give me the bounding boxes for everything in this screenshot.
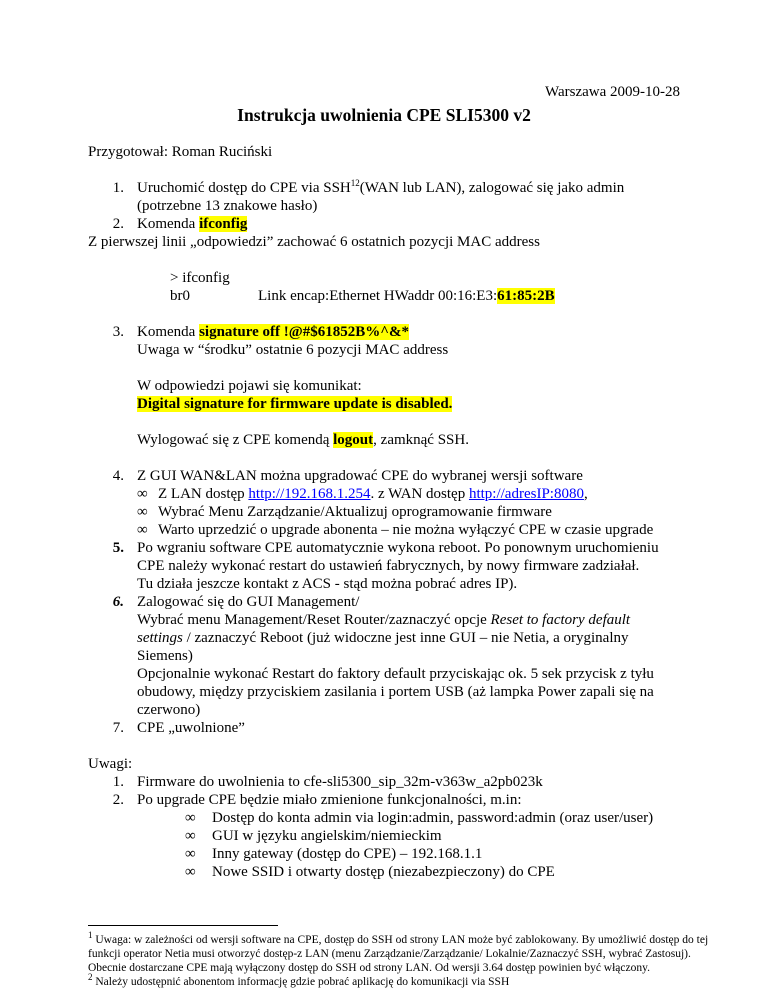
- mac-suffix: 61:85:2B: [497, 288, 555, 304]
- note-1-number: 1.: [112, 774, 124, 790]
- step-5-number: 5.: [112, 540, 124, 556]
- response-message: [137, 395, 452, 413]
- lan-access-text: Z LAN dostęp: [158, 486, 249, 502]
- step-2-number: 2.: [112, 216, 124, 232]
- code-br0: br0: [170, 288, 190, 304]
- infinity-bullet-icon: ∞: [137, 522, 148, 538]
- signature-command: signature off !@#$61852B%^&*: [199, 324, 409, 340]
- footnote-1-mark: 1: [88, 930, 93, 941]
- step-5-line3: Tu działa jeszcze kontakt z ACS - stąd można pobrać adres IP).: [137, 576, 518, 592]
- step-7-number: 7.: [112, 720, 124, 736]
- reset-factory-option: Reset to factory default: [490, 612, 631, 628]
- step-2-text: [137, 215, 247, 233]
- step-4-bullet-1: [158, 485, 588, 503]
- step-7-text: CPE „uwolnione”: [137, 720, 245, 736]
- step-2-label: Komenda: [137, 216, 200, 232]
- infinity-bullet-icon: ∞: [185, 846, 196, 862]
- footnote-2-mark: 2: [88, 972, 93, 983]
- step-4-bullet-3: Warto uprzedzić o upgrade abonenta – nie można wyłączyć CPE w czasie upgrade: [158, 522, 654, 538]
- step-6-line6: obudowy, między przyciskiem zasilania i portem USB (aż lampka Power zapali się na: [137, 684, 654, 700]
- step-6-line7: czerwono): [137, 702, 201, 718]
- ifconfig-command: ifconfig: [199, 216, 248, 232]
- settings-word: settings: [137, 630, 183, 646]
- logout-text-b: , zamknąć SSH.: [373, 432, 469, 448]
- step-6-line4: Siemens): [137, 648, 193, 664]
- step-1-text-a: Uruchomić dostęp do CPE via SSH: [137, 180, 351, 196]
- step-6-number: 6.: [112, 594, 124, 610]
- note-2-text: Po upgrade CPE będzie miało zmienione funkcjonalności, m.in:: [137, 792, 522, 808]
- step-1-line2: (potrzebne 13 znakowe hasło): [137, 198, 318, 214]
- note-2-bullet-3: Inny gateway (dostęp do CPE) – 192.168.1.1: [212, 846, 483, 862]
- wan-access-link[interactable]: http://adresIP:8080: [468, 486, 584, 502]
- step-3-text: [137, 323, 409, 341]
- logout-line: [137, 431, 469, 449]
- footnote-1: [88, 930, 728, 975]
- logout-command: logout: [333, 432, 374, 448]
- document-date: Warszawa 2009-10-28: [545, 84, 680, 100]
- comma: ,: [583, 486, 588, 502]
- step-6-line2-text: Wybrać menu Management/Reset Router/zaznaczyć opcje: [137, 612, 491, 628]
- footnote-separator: [88, 925, 278, 926]
- code-hwaddr: Link encap:Ethernet HWaddr 00:16:E3:: [258, 288, 498, 304]
- note-2-bullet-4: Nowe SSID i otwarty dostęp (niezabezpieczony) do CPE: [212, 864, 555, 880]
- note-2-bullet-1: Dostęp do konta admin via login:admin, password:admin (oraz user/user): [212, 810, 654, 826]
- code-ifconfig: > ifconfig: [170, 270, 230, 286]
- lan-access-link[interactable]: http://192.168.1.254: [248, 486, 371, 502]
- infinity-bullet-icon: ∞: [185, 810, 196, 826]
- document-title: Instrukcja uwolnienia CPE SLI5300 v2: [237, 105, 531, 125]
- step-6-line1: Zalogować się do GUI Management/: [137, 594, 360, 610]
- logout-text-a: Wylogować się z CPE komendą: [137, 432, 334, 448]
- note-2-number: 2.: [112, 792, 124, 808]
- step-3-number: 3.: [112, 324, 124, 340]
- step-4-bullet-2: Wybrać Menu Zarządzanie/Aktualizuj oprogramowanie firmware: [158, 504, 552, 520]
- step-6-line3-text: / zaznaczyć Reboot (już widoczne jest inne GUI – nie Netia, a oryginalny: [182, 630, 629, 646]
- response-message-text: Digital signature for firmware update is disabled.: [137, 396, 453, 412]
- step-1-number: 1.: [112, 180, 124, 196]
- note-2-bullet-2: GUI w języku angielskim/niemieckim: [212, 828, 442, 844]
- footnote-1-text: Uwaga: w zależności od wersji software na CPE, dostęp do SSH od strony LAN może być zablokowany. By umożliwić dostęp do tej funkcji operator Netia musi otworzyć dostęp-z LAN (menu Zarządzanie/Zarządzanie/ Lokalnie/Zaznaczyć SSH, wybrać Zastosuj). Obecnie dostarczane CPE mają wyłączony dostęp do SSH od strony LAN. Od wersji 3.64 dostęp powinien być włączony.: [88, 934, 709, 974]
- step-3-line2: Uwaga w “środku” ostatnie 6 pozycji MAC address: [137, 342, 449, 358]
- author-line: Przygotował: Roman Ruciński: [88, 144, 273, 160]
- step-5-line2: CPE należy wykonać restart do ustawień fabrycznych, by nowy firmware zadziałał.: [137, 558, 640, 574]
- footnote-2: [88, 972, 728, 989]
- infinity-bullet-icon: ∞: [185, 864, 196, 880]
- infinity-bullet-icon: ∞: [137, 504, 148, 520]
- step-2-note: Z pierwszej linii „odpowiedzi” zachować 6 ostatnich pozycji MAC address: [88, 234, 540, 250]
- code-link-line: [258, 287, 555, 305]
- step-1-text-b: (WAN lub LAN), zalogować się jako admin: [359, 180, 625, 196]
- notes-heading: Uwagi:: [88, 756, 133, 772]
- infinity-bullet-icon: ∞: [137, 486, 148, 502]
- note-1-text: Firmware do uwolnienia to cfe-sli5300_sip_32m-v363w_a2pb023k: [137, 774, 543, 790]
- step-4-text: Z GUI WAN&LAN można upgradować CPE do wybranej wersji software: [137, 468, 583, 484]
- response-intro: W odpowiedzi pojawi się komunikat:: [137, 378, 362, 394]
- step-6-line3: [137, 629, 629, 647]
- step-6-line2: [137, 611, 630, 629]
- infinity-bullet-icon: ∞: [185, 828, 196, 844]
- footnote-2-text: Należy udostępnić abonentom informację gdzie pobrać aplikację do komunikacji via SSH: [95, 976, 510, 988]
- step-6-line5: Opcjonalnie wykonać Restart do faktory default przyciskając ok. 5 sek przycisk z tyłu: [137, 666, 654, 682]
- step-1-text: [137, 179, 624, 197]
- wan-access-text: . z WAN dostęp: [370, 486, 469, 502]
- footnote-ref-12: 12: [350, 178, 360, 188]
- step-4-number: 4.: [112, 468, 124, 484]
- step-5-line1: Po wgraniu software CPE automatycznie wykona reboot. Po ponownym uruchomieniu: [137, 540, 659, 556]
- step-3-label: Komenda: [137, 324, 200, 340]
